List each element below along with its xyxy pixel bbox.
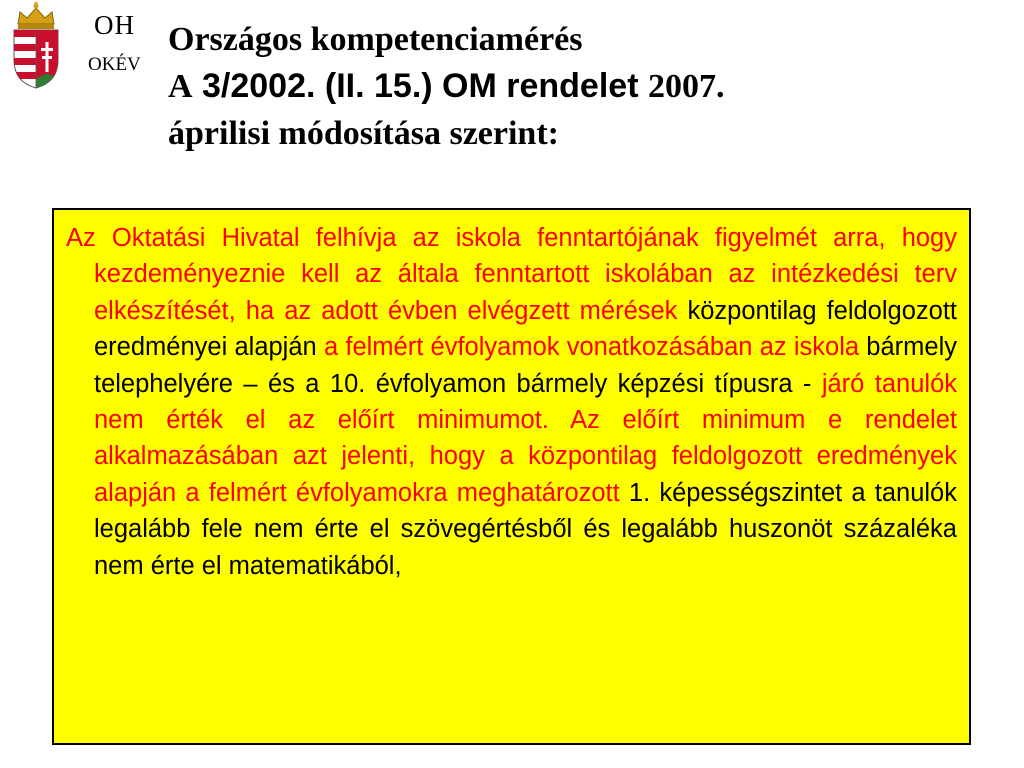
content-box	[52, 208, 971, 745]
text-segment: járó tanulók nem érték el az előírt minimumot. Az előírt minimum e rendelet alkalmazásában azt jelenti, hogy a központilag feldolgozott eredmények alapján a felmért évfolyamokra meghatározott	[94, 369, 957, 507]
title-line-2	[168, 63, 1008, 110]
logo-okev-text: OKÉV	[88, 54, 141, 75]
logo-oh-text: OH	[94, 10, 135, 40]
title-line-1: Országos kompetenciamérés	[168, 21, 583, 58]
text-segment: központilag feldolgozott eredményei alapján	[94, 296, 957, 362]
logo	[8, 2, 158, 92]
title-line-2-regulation: 3/2002. (II. 15.) OM rendelet	[192, 67, 648, 105]
text-segment: bármely telephelyére – és a 10. évfolyamon bármely képzési típusra -	[94, 333, 957, 398]
hungarian-coat-of-arms-icon	[8, 2, 64, 90]
text-segment: Az Oktatási Hivatal felhívja az iskola fenntartójának figyelmét arra, hogy kezdeményeznie kell az általa fenntartott iskolában az intézkedési terv elkészítését, ha az adott évben elvégzett mérések	[66, 224, 957, 325]
title-line-2-a: A	[168, 68, 193, 105]
text-segment: 1. képességszintet a tanulók legalább fele nem érte el szövegértésből és legalább huszonöt százaléka nem érte el matematikából,	[94, 478, 957, 580]
content-paragraph	[66, 220, 957, 584]
title-line-3: áprilisi módosítása szerint:	[168, 115, 559, 152]
text-segment: a felmért évfolyamok vonatkozásában az iskola	[316, 333, 860, 362]
title-line-2-year: 2007.	[647, 68, 725, 105]
page-title	[168, 16, 1008, 157]
